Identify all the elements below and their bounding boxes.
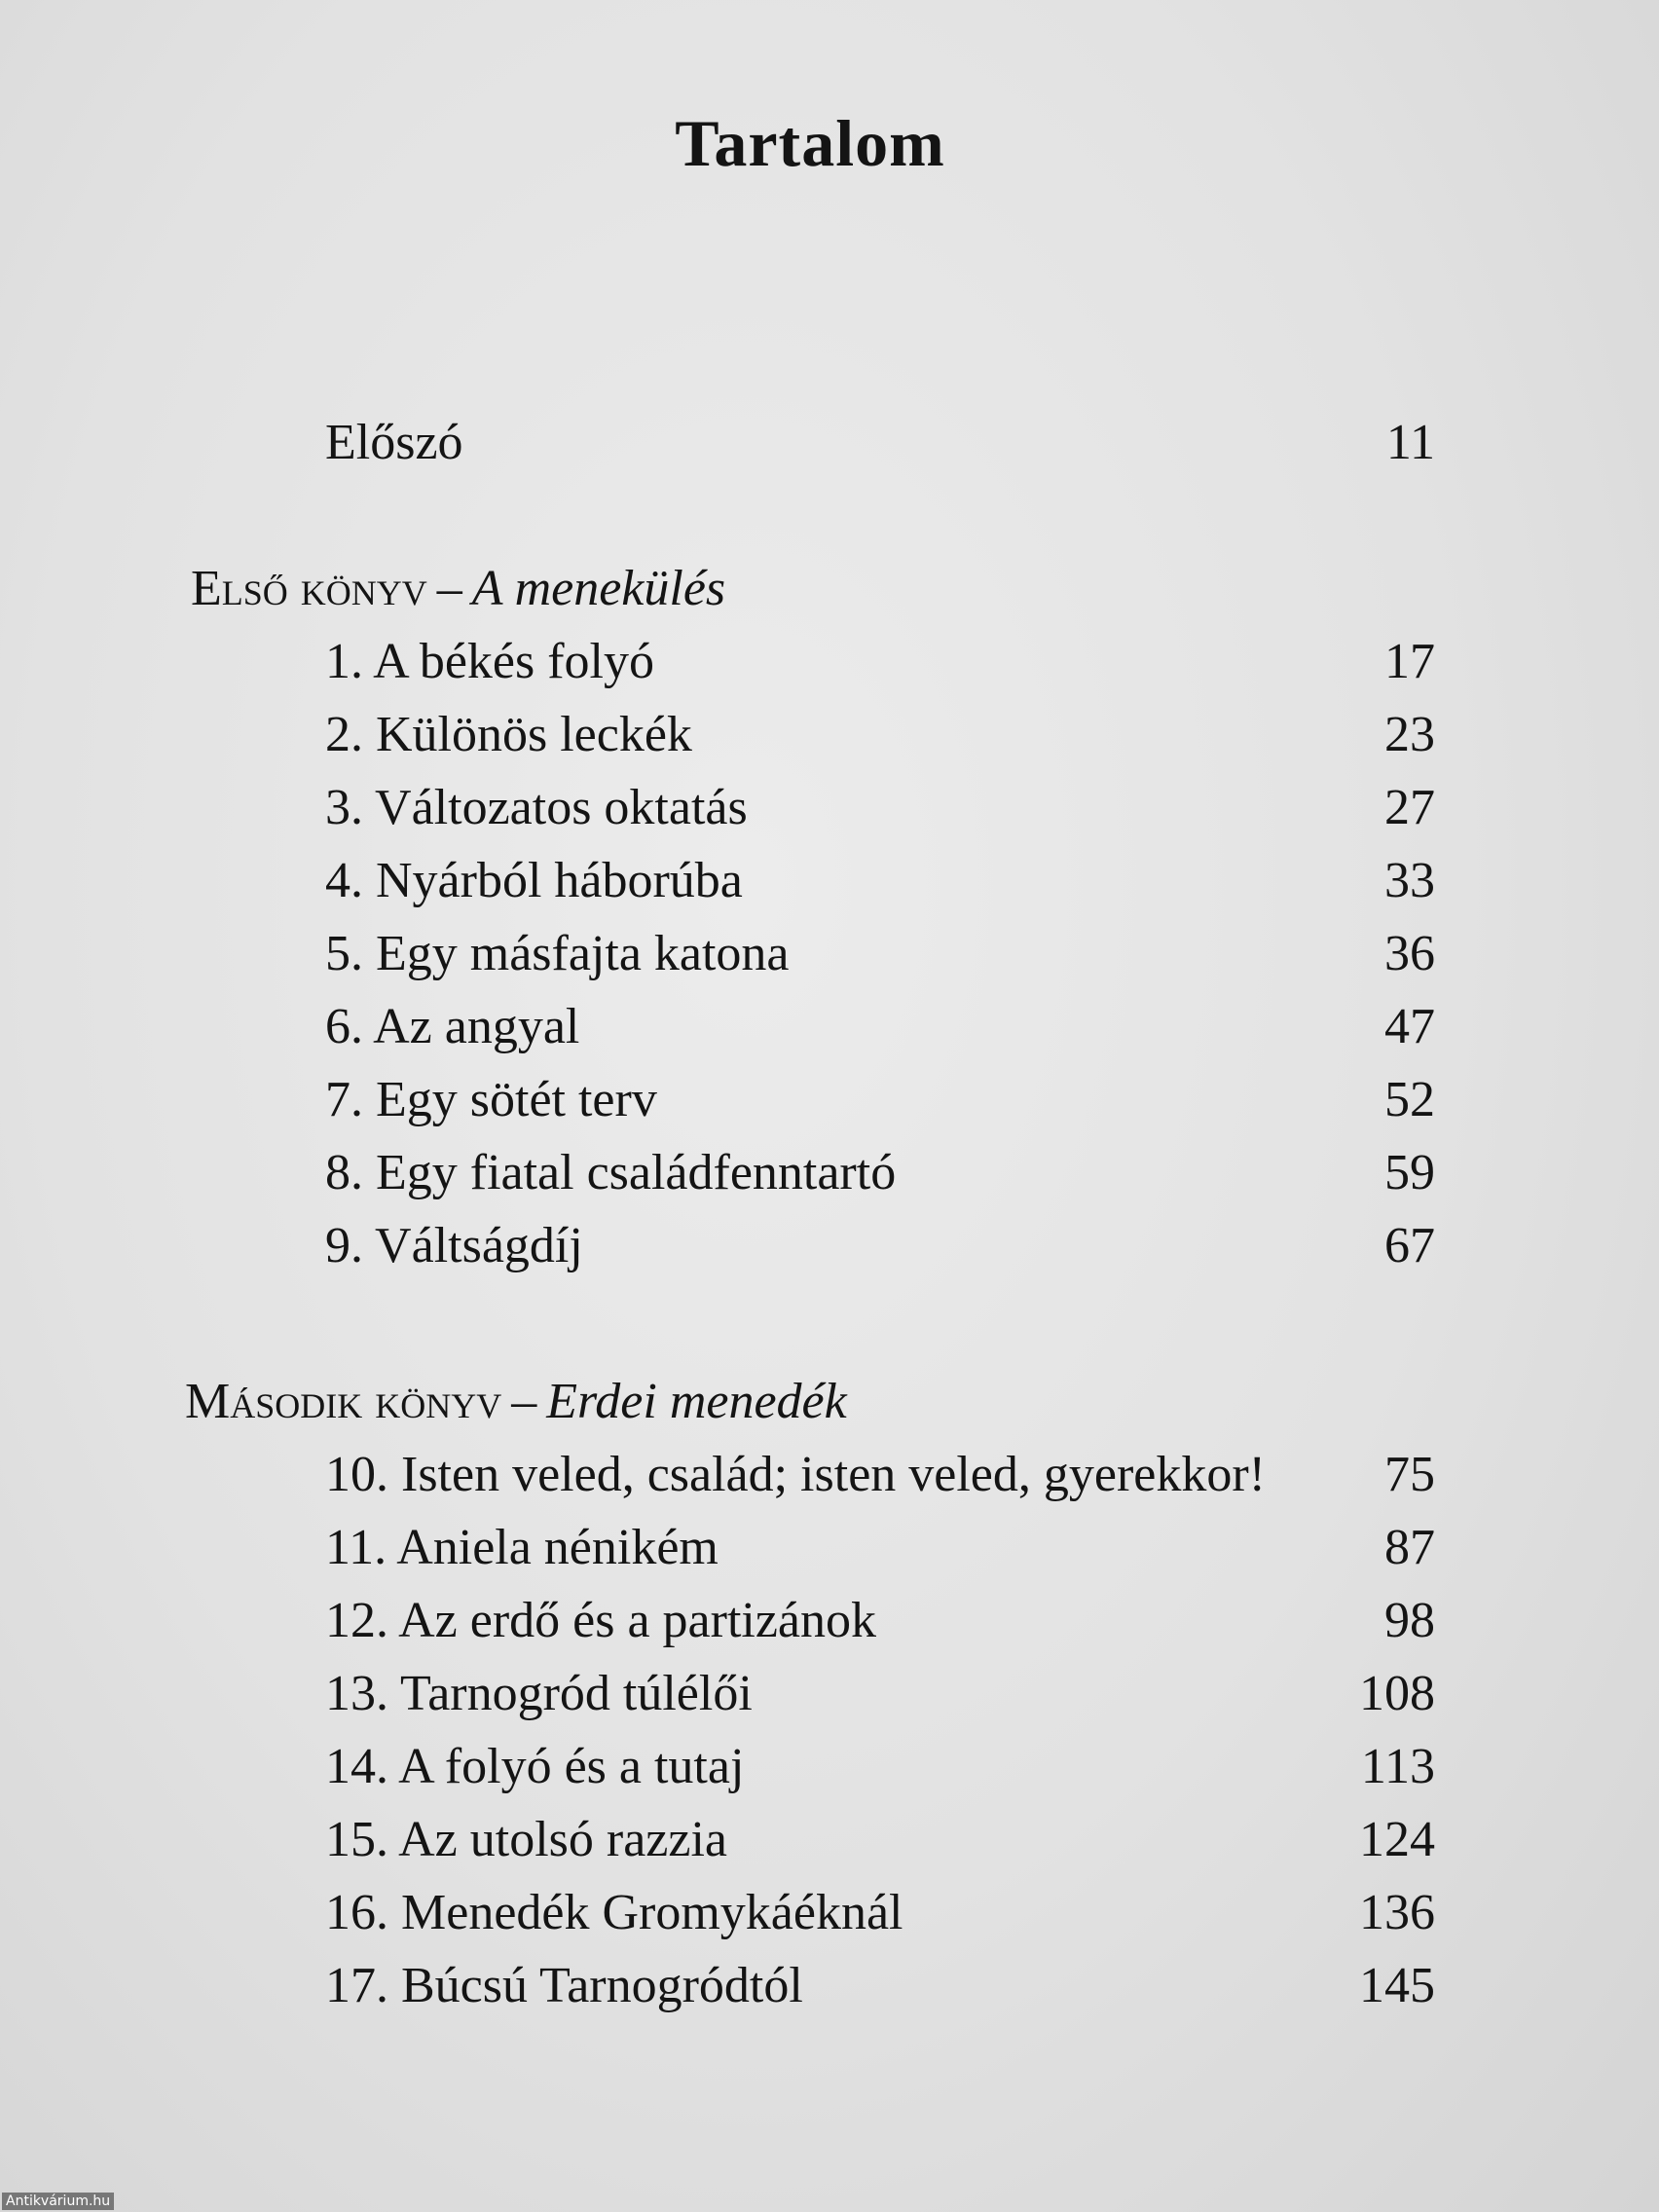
book2-heading-subtitle: Erdei menedék (546, 1374, 847, 1429)
toc-entry-preface (0, 409, 1659, 477)
toc-entry-page: 136 (1359, 1885, 1435, 1940)
toc-entry (0, 993, 1659, 1061)
book1-heading-label: Első könyv (191, 561, 427, 616)
toc-entry-label: 17. Búcsú Tarnogródtól (325, 1958, 803, 2013)
toc-entry-label: 6. Az angyal (325, 999, 580, 1054)
toc-entry-page: 98 (1384, 1593, 1435, 1648)
toc-entry (0, 701, 1659, 769)
toc-entry-page: 75 (1384, 1447, 1435, 1502)
toc-entry (0, 1879, 1659, 1947)
toc-entry-label: 16. Menedék Gromykáéknál (325, 1885, 903, 1940)
toc-entry (0, 628, 1659, 696)
toc-entry (0, 1587, 1659, 1655)
book1-heading-subtitle: A menekülés (471, 561, 726, 616)
toc-entry (0, 1441, 1659, 1509)
book2-heading-label: Második könyv (185, 1374, 502, 1429)
toc-entry-label: 10. Isten veled, család; isten veled, gyerekkor! (325, 1447, 1266, 1502)
toc-entry (0, 1806, 1659, 1874)
toc-entry-page: 113 (1360, 1739, 1435, 1794)
toc-entry-page: 59 (1384, 1145, 1435, 1200)
book1-heading-dash: – (436, 561, 462, 616)
toc-entry-label: 13. Tarnogród túlélői (325, 1666, 753, 1721)
toc-entry-label: 1. A békés folyó (325, 634, 654, 689)
toc-entry-page: 33 (1384, 853, 1435, 908)
book1-heading (191, 555, 725, 623)
toc-entry-label: 15. Az utolsó razzia (325, 1812, 727, 1867)
toc-entry-page: 36 (1384, 926, 1435, 981)
toc-entry (0, 920, 1659, 988)
toc-entry-page: 23 (1384, 707, 1435, 762)
toc-entry-label: 14. A folyó és a tutaj (325, 1739, 745, 1794)
page-title: Tartalom (675, 106, 945, 180)
toc-entry-page: 67 (1384, 1218, 1435, 1273)
toc-entry-page: 11 (1385, 415, 1435, 470)
toc-entry-label: 5. Egy másfajta katona (325, 926, 790, 981)
toc-entry (0, 1660, 1659, 1728)
toc-entry-page: 87 (1384, 1520, 1435, 1575)
toc-entry (0, 847, 1659, 915)
toc-entry (0, 1212, 1659, 1280)
toc-entry-label: 8. Egy fiatal családfenntartó (325, 1145, 897, 1200)
toc-entry-page: 145 (1359, 1958, 1435, 2013)
toc-entry (0, 1514, 1659, 1582)
toc-entry-page: 47 (1384, 999, 1435, 1054)
toc-entry-page: 17 (1384, 634, 1435, 689)
toc-entry-page: 52 (1384, 1072, 1435, 1127)
toc-entry-label: 9. Váltságdíj (325, 1218, 583, 1273)
watermark: Antikvárium.hu (2, 2193, 114, 2210)
toc-entry (0, 1139, 1659, 1207)
toc-entry (0, 1066, 1659, 1134)
toc-entry (0, 774, 1659, 842)
book2-heading-dash: – (511, 1374, 537, 1429)
toc-entry (0, 1733, 1659, 1801)
toc-entry-label: 4. Nyárból háborúba (325, 853, 743, 908)
book2-heading (185, 1368, 847, 1436)
toc-entry-page: 27 (1384, 780, 1435, 835)
toc-entry-label: 11. Aniela nénikém (325, 1520, 719, 1575)
toc-entry (0, 1952, 1659, 2020)
toc-entry-label: 2. Különös leckék (325, 707, 692, 762)
toc-entry-page: 108 (1359, 1666, 1435, 1721)
toc-entry-label: Előszó (325, 415, 463, 470)
toc-entry-label: 3. Változatos oktatás (325, 780, 748, 835)
toc-entry-label: 12. Az erdő és a partizánok (325, 1593, 877, 1648)
toc-entry-page: 124 (1359, 1812, 1435, 1867)
toc-entry-label: 7. Egy sötét terv (325, 1072, 657, 1127)
